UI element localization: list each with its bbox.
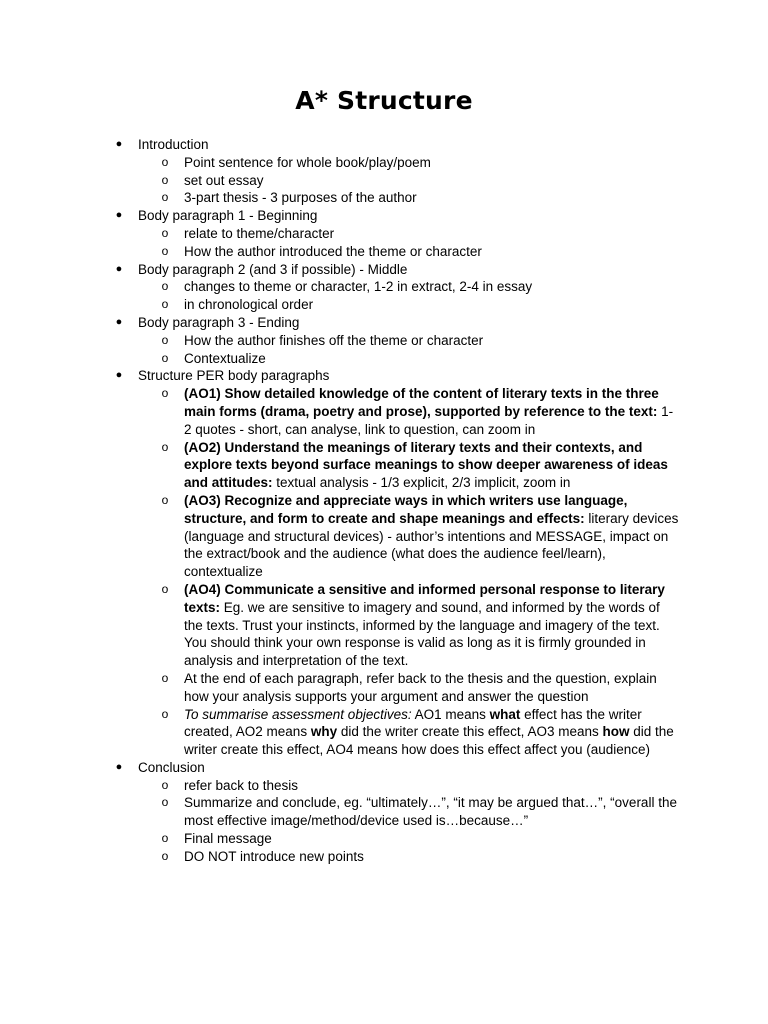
outline-subitem-text: why	[310, 724, 338, 740]
circle-bullet-icon: o	[161, 225, 169, 240]
outline-subitem-text: (AO3) Recognize and appreciate ways in which writers use language, structure, and form to create and shape meanings and effects:	[184, 492, 628, 526]
outline-item-label: Structure PER body paragraphs	[138, 368, 330, 384]
outline-subitem-text: relate to theme/character	[184, 225, 335, 241]
bullet-icon: ●	[115, 209, 123, 222]
outline-subitem	[0, 350, 768, 368]
outline-subitem	[0, 225, 768, 243]
circle-bullet-icon: o	[161, 581, 169, 596]
outline-subitem-text: how	[602, 724, 630, 740]
outline-subitem	[0, 777, 768, 795]
outline-subitem-text: did the writer create this effect, AO3 means	[337, 724, 603, 740]
outline-subitem-text: in chronological order	[184, 297, 314, 313]
outline-subitem-text: AO1 means	[411, 706, 490, 722]
outline-subitem	[0, 581, 768, 670]
outline-item-label: Body paragraph 2 (and 3 if possible) - Middle	[138, 261, 408, 277]
outline-subitem-text: refer back to thesis	[184, 777, 299, 793]
bullet-icon: ●	[115, 262, 123, 275]
bullet-icon: ●	[115, 138, 123, 150]
outline-subitem-text: effect has the writer created, AO2 means	[184, 706, 642, 740]
outline-subitem-text: changes to theme or character, 1-2 in extract, 2-4 in essay	[184, 279, 533, 295]
outline-subitem-text: Summarize and conclude, eg. “ultimately…”, “it may be argued that…”, “overall the most effective image/method/device used is…because…”	[184, 795, 677, 829]
outline-subitem-text: set out essay	[184, 172, 264, 188]
outline-subitem-text: Final message	[184, 831, 272, 847]
outline-list	[0, 136, 768, 866]
outline-subitem	[0, 848, 768, 866]
outline-subitem-text: Contextualize	[184, 350, 266, 366]
circle-bullet-icon: o	[161, 831, 169, 846]
outline-subitem	[0, 670, 768, 706]
outline-subitem-text: At the end of each paragraph, refer back to the thesis and the question, explain how your analysis supports your argument and answer the question	[184, 670, 657, 704]
outline-subitem-text: textual analysis - 1/3 explicit, 2/3 implicit, zoom in	[272, 475, 571, 491]
outline-subitem	[0, 830, 768, 848]
circle-bullet-icon: o	[161, 795, 169, 810]
outline-subitem	[0, 385, 768, 438]
circle-bullet-icon: o	[161, 777, 169, 792]
circle-bullet-icon: o	[161, 243, 169, 258]
outline-item	[0, 367, 768, 385]
circle-bullet-icon: o	[161, 492, 169, 507]
outline-item-label: Body paragraph 1 - Beginning	[138, 208, 318, 224]
outline-subitem	[0, 794, 768, 830]
circle-bullet-icon: o	[161, 297, 169, 312]
outline-item	[0, 261, 768, 279]
circle-bullet-icon: o	[161, 332, 169, 347]
outline-subitem	[0, 243, 768, 261]
outline-subitem-text: How the author finishes off the theme or character	[184, 332, 484, 348]
circle-bullet-icon: o	[161, 190, 169, 205]
outline-subitem-text: DO NOT introduce new points	[184, 848, 364, 864]
outline-subitem-text: How the author introduced the theme or character	[184, 243, 482, 259]
outline-subitem	[0, 332, 768, 350]
circle-bullet-icon: o	[161, 154, 169, 169]
outline-item	[0, 136, 768, 154]
outline-subitem	[0, 189, 768, 207]
outline-subitem-text: (AO4) Communicate a sensitive and informed personal response to literary texts:	[184, 581, 665, 615]
bullet-icon: ●	[115, 760, 123, 773]
outline-subitem-text: did the writer create this effect, AO4 means how does this effect affect you (audience)	[184, 724, 674, 758]
outline-item-label: Conclusion	[138, 759, 205, 775]
outline-subitem-text: Eg. we are sensitive to imagery and sound, and informed by the words of the texts. Trust your instincts, informed by the language and imagery of the text. You should think your own response is valid as long as it is firmly grounded in analysis and interpretation of the text.	[184, 599, 660, 669]
outline-item	[0, 314, 768, 332]
outline-subitem	[0, 296, 768, 314]
circle-bullet-icon: o	[161, 350, 169, 365]
outline-item-label: Introduction	[138, 137, 209, 152]
outline-subitem-text: (AO2) Understand the meanings of literary texts and their contexts, and explore texts beyond surface meanings to show deeper awareness of ideas and attitudes:	[184, 439, 668, 491]
outline-item	[0, 759, 768, 777]
outline-subitem-text: To summarise assessment objectives:	[184, 706, 412, 722]
outline-subitem	[0, 278, 768, 296]
page-title: A* Structure	[295, 86, 473, 115]
circle-bullet-icon: o	[161, 386, 169, 401]
outline-item-label: Body paragraph 3 - Ending	[138, 314, 300, 330]
outline-subitem	[0, 706, 768, 759]
outline-subitem	[0, 492, 768, 581]
outline-item	[0, 207, 768, 225]
outline-subitem-text: 1-2 quotes - short, can analyse, link to question, can zoom in	[184, 403, 674, 437]
outline-subitem	[0, 154, 768, 172]
outline-subitem-text: Point sentence for whole book/play/poem	[184, 154, 431, 170]
circle-bullet-icon: o	[161, 670, 169, 685]
circle-bullet-icon: o	[161, 279, 169, 294]
outline-subitem	[0, 439, 768, 492]
outline-subitem-text: literary devices (language and structural devices) - author’s intentions and MESSAGE, impact on the extract/book and the audience (what does the audience feel/learn), contextualize	[184, 510, 679, 580]
circle-bullet-icon: o	[161, 172, 169, 187]
circle-bullet-icon: o	[161, 848, 169, 863]
outline-subitem-text: (AO1) Show detailed knowledge of the content of literary texts in the three main forms (drama, poetry and prose), supported by reference to the text:	[184, 386, 659, 419]
outline-subitem-text: what	[489, 706, 521, 722]
bullet-icon: ●	[115, 315, 123, 328]
bullet-icon: ●	[115, 369, 123, 382]
outline-subitem	[0, 172, 768, 190]
circle-bullet-icon: o	[161, 439, 169, 454]
circle-bullet-icon: o	[161, 706, 169, 721]
outline-subitem-text: 3-part thesis - 3 purposes of the author	[184, 190, 417, 206]
